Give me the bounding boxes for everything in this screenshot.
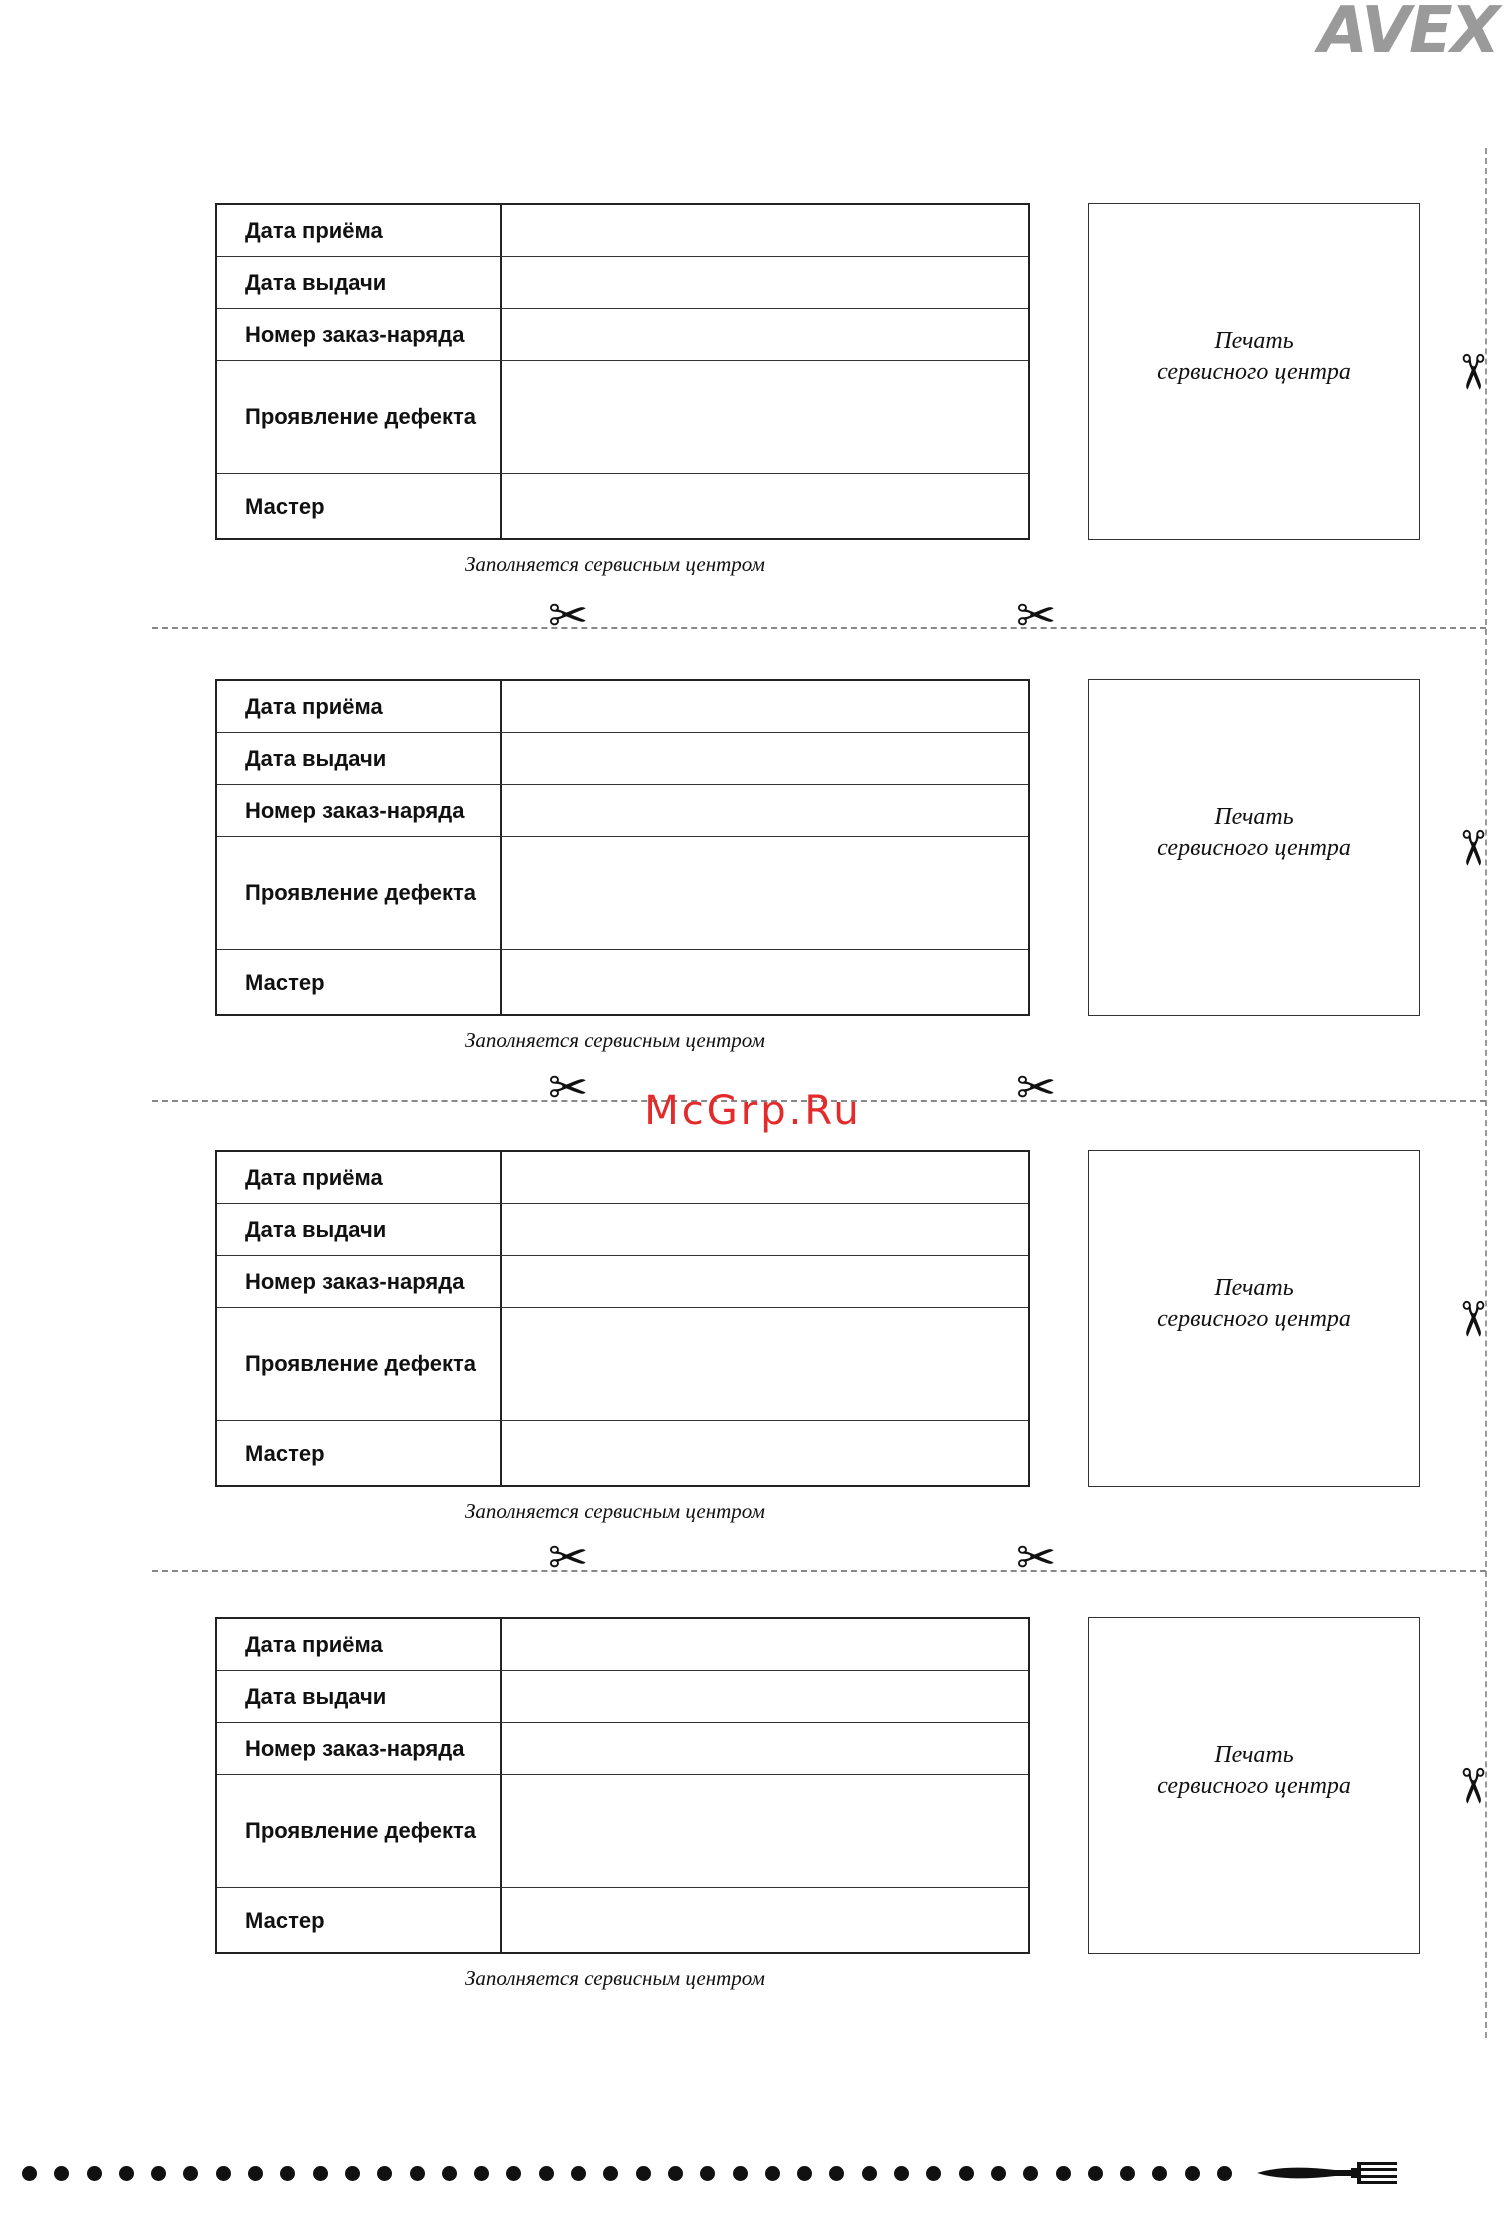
row-defect [217,1308,1028,1421]
footer-dot [1088,2166,1103,2181]
service-stamp-box [1088,203,1420,540]
coupon-form-table [215,679,1030,1016]
row-receipt-date [217,205,1028,257]
row-master [217,1421,1028,1487]
row-order-number [217,1256,1028,1308]
filled-by-note: Заполняется сервисным центром [465,1028,765,1052]
row-order-number [217,1723,1028,1775]
row-master [217,474,1028,540]
label-order-number: Номер заказ-наряда [217,1723,502,1774]
scissors-icon: ✂ [1016,1060,1057,1116]
footer-dot [345,2166,360,2181]
field-order-number[interactable] [502,309,1028,360]
warranty-coupon-2 [0,679,1506,1109]
label-issue-date: Дата выдачи [217,733,502,784]
stamp-line1: Печать [1214,327,1294,354]
footer-dot [474,2166,489,2181]
footer-dot [1056,2166,1071,2181]
footer-dot [765,2166,780,2181]
footer-dot [313,2166,328,2181]
scissors-icon: ✂ [1444,827,1501,869]
stamp-line1: Печать [1214,1274,1294,1301]
label-order-number: Номер заказ-наряда [217,309,502,360]
scissors-icon: ✂ [548,588,589,644]
field-master[interactable] [502,1421,1028,1487]
label-defect: Проявление дефекта [217,361,502,473]
field-issue-date[interactable] [502,257,1028,308]
footer-dot [151,2166,166,2181]
label-issue-date: Дата выдачи [217,1204,502,1255]
label-receipt-date: Дата приёма [217,1619,502,1670]
row-issue-date [217,257,1028,309]
filled-by-note: Заполняется сервисным центром [465,552,765,576]
field-issue-date[interactable] [502,1204,1028,1255]
field-defect[interactable] [502,837,1028,949]
footer-dot [603,2166,618,2181]
label-defect: Проявление дефекта [217,1775,502,1887]
stamp-line2: сервисного центра [1157,358,1351,385]
stamp-line2: сервисного центра [1157,1305,1351,1332]
footer-dot [216,2166,231,2181]
field-receipt-date[interactable] [502,1619,1028,1670]
label-receipt-date: Дата приёма [217,205,502,256]
label-master: Мастер [217,1421,502,1487]
row-receipt-date [217,1152,1028,1204]
footer-dot [248,2166,263,2181]
avex-logo: AVEX [1318,0,1498,68]
row-defect [217,1775,1028,1888]
row-issue-date [217,1204,1028,1256]
label-defect: Проявление дефекта [217,837,502,949]
row-receipt-date [217,1619,1028,1671]
footer-dot [539,2166,554,2181]
footer-dot [733,2166,748,2181]
footer-dot [280,2166,295,2181]
horizontal-cut-line [152,627,1486,629]
row-issue-date [217,1671,1028,1723]
label-master: Мастер [217,950,502,1016]
footer-dot [442,2166,457,2181]
row-master [217,950,1028,1016]
stamp-line2: сервисного центра [1157,834,1351,861]
footer-dot [183,2166,198,2181]
footer-dot [797,2166,812,2181]
watermark-text: McGrp.Ru [644,1088,862,1134]
field-issue-date[interactable] [502,733,1028,784]
footer-dot [1152,2166,1167,2181]
label-order-number: Номер заказ-наряда [217,1256,502,1307]
footer-dot [862,2166,877,2181]
field-defect[interactable] [502,1775,1028,1887]
warranty-coupon-4 [0,1617,1506,2047]
filled-by-note: Заполняется сервисным центром [465,1499,765,1523]
label-receipt-date: Дата приёма [217,681,502,732]
row-receipt-date [217,681,1028,733]
warranty-coupon-3 [0,1150,1506,1586]
field-defect[interactable] [502,1308,1028,1420]
footer-dot [668,2166,683,2181]
scissors-icon: ✂ [548,1530,589,1586]
footer-dot [54,2166,69,2181]
footer-dot [87,2166,102,2181]
footer-dot [1120,2166,1135,2181]
filled-by-note: Заполняется сервисным центром [465,1966,765,1990]
scissors-icon: ✂ [1444,351,1501,393]
warranty-coupon-1 [0,203,1506,633]
row-order-number [217,785,1028,837]
footer-dot [22,2166,37,2181]
field-issue-date[interactable] [502,1671,1028,1722]
stamp-line2: сервисного центра [1157,1772,1351,1799]
scissors-icon: ✂ [1444,1765,1501,1807]
label-defect: Проявление дефекта [217,1308,502,1420]
coupon-form-table [215,203,1030,540]
horizontal-cut-line [152,1570,1486,1572]
row-defect [217,837,1028,950]
scissors-icon: ✂ [1444,1298,1501,1340]
footer-dot [959,2166,974,2181]
footer-dot [506,2166,521,2181]
field-receipt-date[interactable] [502,1152,1028,1203]
scissors-icon: ✂ [1016,588,1057,644]
row-defect [217,361,1028,474]
coupon-form-table [215,1150,1030,1487]
footer-dot [571,2166,586,2181]
stamp-line1: Печать [1214,803,1294,830]
stamp-line1: Печать [1214,1741,1294,1768]
row-order-number [217,309,1028,361]
label-receipt-date: Дата приёма [217,1152,502,1203]
field-order-number[interactable] [502,785,1028,836]
field-order-number[interactable] [502,1723,1028,1774]
service-stamp-box [1088,1617,1420,1954]
service-stamp-box [1088,679,1420,1016]
field-receipt-date[interactable] [502,681,1028,732]
footer-dot [894,2166,909,2181]
footer-dot [991,2166,1006,2181]
scissors-icon: ✂ [548,1060,589,1116]
field-master[interactable] [502,474,1028,540]
label-order-number: Номер заказ-наряда [217,785,502,836]
footer-dot [926,2166,941,2181]
row-issue-date [217,733,1028,785]
row-master [217,1888,1028,1954]
label-master: Мастер [217,474,502,540]
label-master: Мастер [217,1888,502,1954]
field-receipt-date[interactable] [502,205,1028,256]
service-stamp-box [1088,1150,1420,1487]
footer-dot [377,2166,392,2181]
footer-dot [700,2166,715,2181]
footer-dot [1185,2166,1200,2181]
scissors-icon: ✂ [1016,1530,1057,1586]
footer-dot-row [22,2163,1232,2183]
label-issue-date: Дата выдачи [217,1671,502,1722]
footer-dot [410,2166,425,2181]
footer-dot [119,2166,134,2181]
field-order-number[interactable] [502,1256,1028,1307]
footer-dot [1023,2166,1038,2181]
coupon-form-table [215,1617,1030,1954]
footer-dot [1217,2166,1232,2181]
field-master[interactable] [502,950,1028,1016]
field-master[interactable] [502,1888,1028,1954]
fork-icon [1255,2158,1400,2193]
label-issue-date: Дата выдачи [217,257,502,308]
footer-dot [829,2166,844,2181]
footer-dot [636,2166,651,2181]
field-defect[interactable] [502,361,1028,473]
